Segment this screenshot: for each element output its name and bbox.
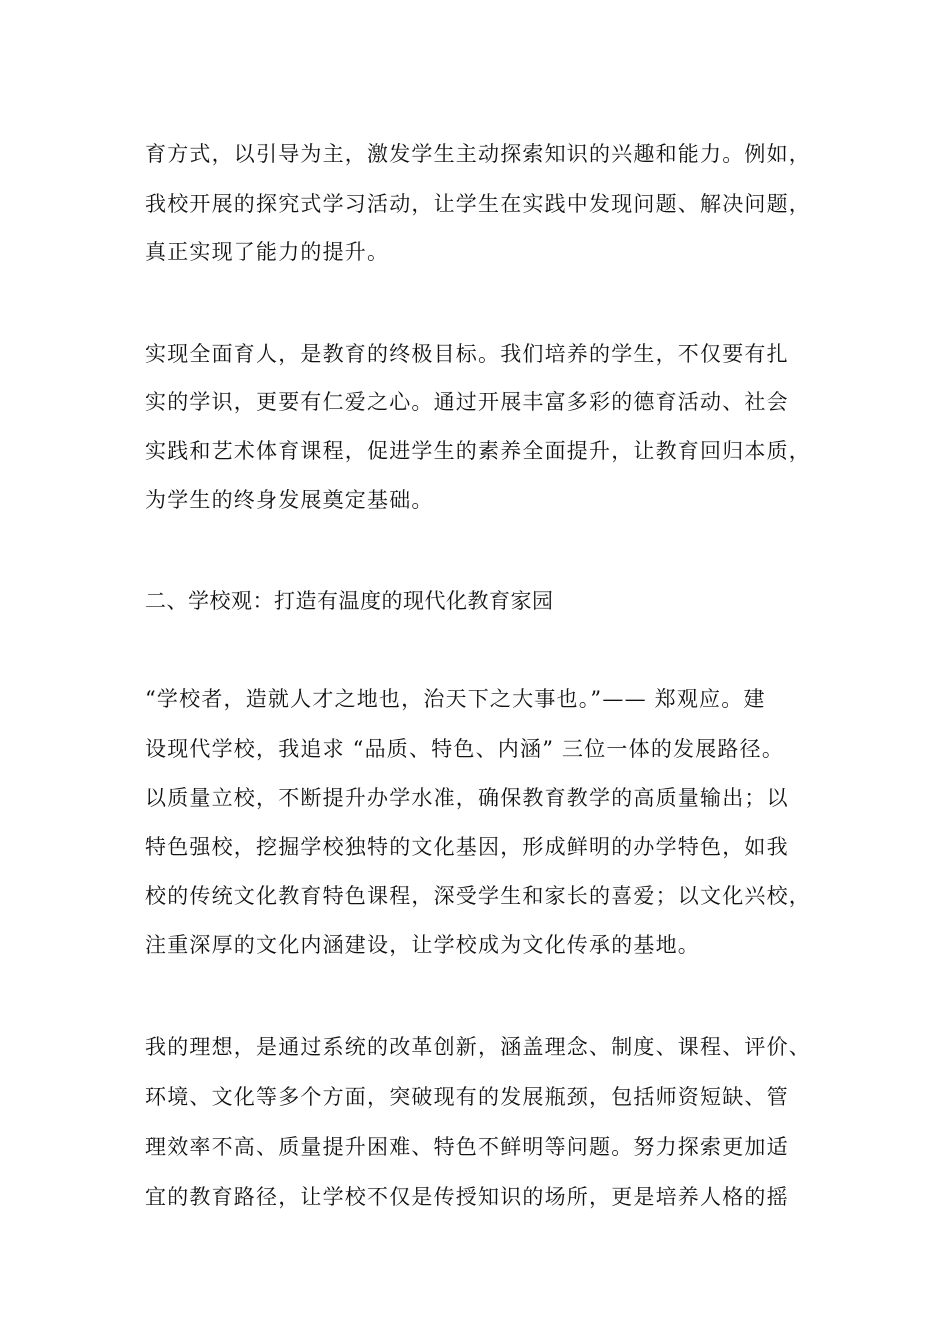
paragraph-4-line-3: 理效率不高、质量提升困难、特色不鲜明等问题。努力探索更加适 (145, 1135, 789, 1159)
paragraph-2-line-4: 为学生的终身发展奠定基础。 (145, 488, 434, 512)
paragraph-3-line-3: 以质量立校，不断提升办学水准，确保教育教学的高质量输出；以 (145, 786, 789, 810)
paragraph-3-line-6: 注重深厚的文化内涵建设，让学校成为文化传承的基地。 (145, 933, 700, 957)
paragraph-1-line-2: 我校开展的探究式学习活动，让学生在实践中发现问题、解决问题， (145, 192, 811, 216)
paragraph-3-line-1: “学校者，造就人才之地也，治天下之大事也。”—— 郑观应。建 (145, 687, 766, 711)
paragraph-4-line-1: 我的理想，是通过系统的改革创新，涵盖理念、制度、课程、评价、 (145, 1035, 811, 1059)
paragraph-2-line-2: 实的学识，更要有仁爱之心。通过开展丰富多彩的德育活动、社会 (145, 390, 789, 414)
paragraph-3-line-2: 设现代学校，我追求 “品质、特色、内涵” 三位一体的发展路径。 (145, 737, 785, 761)
paragraph-3-line-5: 校的传统文化教育特色课程，深受学生和家长的喜爱；以文化兴校， (145, 884, 811, 908)
paragraph-3-line-4: 特色强校，挖掘学校独特的文化基因，形成鲜明的办学特色，如我 (145, 835, 789, 859)
paragraph-2-line-3: 实践和艺术体育课程，促进学生的素养全面提升，让教育回归本质， (145, 439, 811, 463)
paragraph-2-line-1: 实现全面育人，是教育的终极目标。我们培养的学生，不仅要有扎 (145, 342, 789, 366)
paragraph-1-line-1: 育方式，以引导为主，激发学生主动探索知识的兴趣和能力。例如， (145, 142, 811, 166)
section-heading: 二、学校观：打造有温度的现代化教育家园 (145, 589, 554, 613)
paragraph-4-line-2: 环境、文化等多个方面，突破现有的发展瓶颈，包括师资短缺、管 (145, 1085, 789, 1109)
paragraph-1-line-3: 真正实现了能力的提升。 (145, 240, 390, 264)
paragraph-4-line-4: 宜的教育路径，让学校不仅是传授知识的场所，更是培养人格的摇 (145, 1185, 789, 1209)
